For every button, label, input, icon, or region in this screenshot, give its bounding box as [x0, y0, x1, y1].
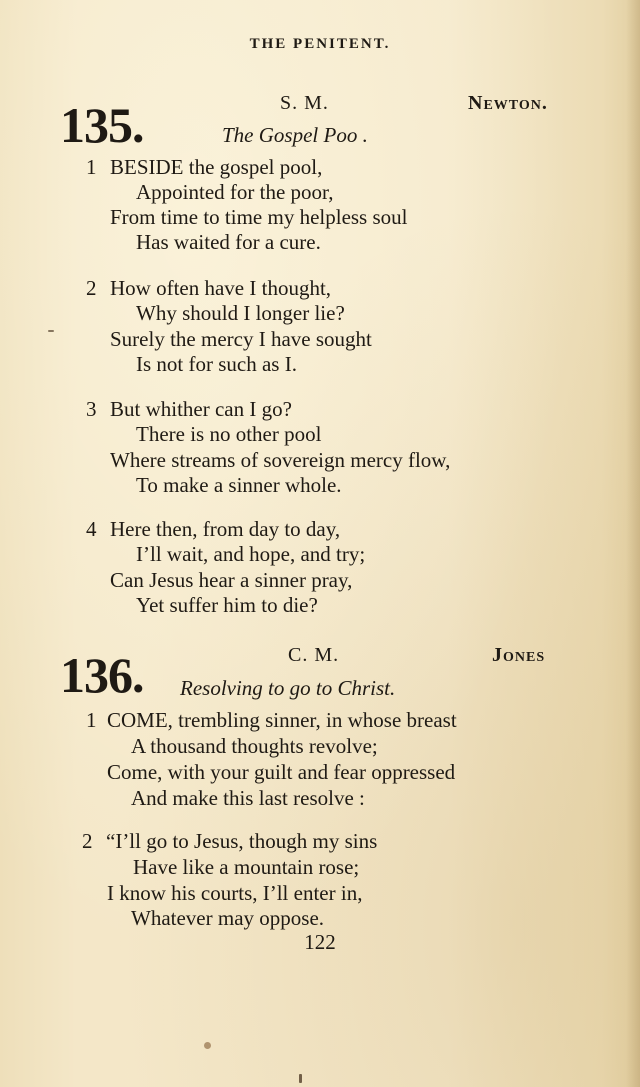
page-number: 122 — [304, 930, 336, 954]
hymn-135-number: 135. — [60, 97, 144, 153]
hymn-135-tune: Newton. — [468, 92, 548, 114]
stanza-number: 1 — [86, 708, 97, 732]
verse-line: And make this last resolve : — [131, 786, 365, 810]
verse-line: How often have I thought, — [110, 276, 332, 300]
verse-line: Whatever may oppose. — [131, 906, 325, 930]
verse-line: BESIDE the gospel pool, — [110, 155, 323, 179]
verse-line: I know his courts, I’ll enter in, — [107, 881, 363, 905]
verse-line: Where streams of sovereign mercy flow, — [110, 448, 451, 472]
stanza-number: 4 — [86, 517, 97, 541]
verse-line: COME, trembling sinner, in whose breast — [107, 708, 457, 732]
verse-line: There is no other pool — [136, 422, 322, 446]
stanza-number: 3 — [86, 397, 97, 421]
verse-line: From time to time my helpless soul — [110, 205, 408, 229]
stanza-number: 1 — [86, 155, 97, 179]
verse-line: Is not for such as I. — [136, 352, 297, 376]
verse-line: Can Jesus hear a sinner pray, — [110, 568, 353, 592]
verse-line: Here then, from day to day, — [110, 517, 341, 541]
verse-line: Has waited for a cure. — [136, 230, 321, 254]
verse-line: Come, with your guilt and fear oppressed — [107, 760, 456, 784]
hymn-135-meter: S. M. — [280, 92, 329, 114]
running-head: THE PENITENT. — [249, 36, 391, 52]
page-edge-shadow — [626, 0, 640, 1087]
hymn-136-number: 136. — [60, 647, 144, 703]
verse-line: Why should I longer lie? — [136, 301, 345, 325]
verse-line: But whither can I go? — [110, 397, 292, 421]
verse-line: I’ll wait, and hope, and try; — [136, 542, 366, 566]
hymn-136-title: Resolving to go to Christ. — [180, 676, 396, 700]
verse-line: Have like a mountain rose; — [133, 855, 360, 879]
hymn-135-title: The Gospel Poo . — [222, 123, 368, 147]
paper-blemish — [299, 1074, 302, 1083]
verse-line: Surely the mercy I have sought — [110, 327, 372, 351]
paper-blemish — [204, 1042, 211, 1049]
verse-line: Appointed for the poor, — [136, 180, 334, 204]
stanza-number: 2 — [82, 829, 93, 853]
hymn-136-tune: Jones — [492, 644, 546, 666]
verse-line: To make a sinner whole. — [136, 473, 342, 497]
verse-line: Yet suffer him to die? — [136, 593, 318, 617]
hymn-136-meter: C. M. — [288, 644, 340, 666]
stanza-number: 2 — [86, 276, 97, 300]
paper-blemish — [48, 330, 54, 332]
verse-line: A thousand thoughts revolve; — [131, 734, 378, 758]
verse-line: “I’ll go to Jesus, though my sins — [106, 829, 378, 853]
